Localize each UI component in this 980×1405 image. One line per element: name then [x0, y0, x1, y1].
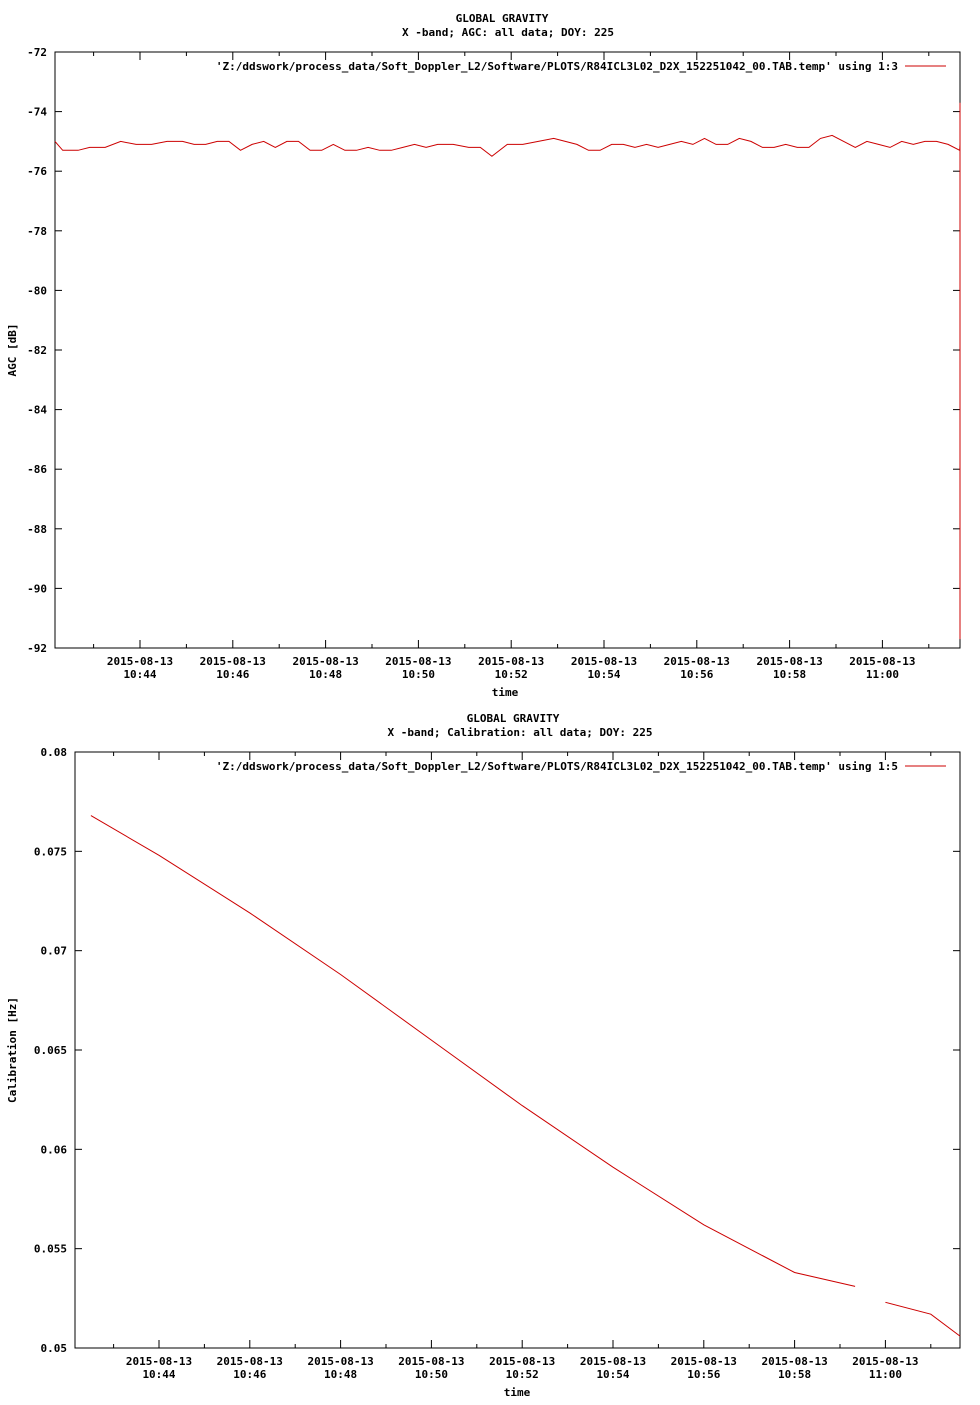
agc-series-line [55, 103, 960, 639]
agc-plot-frame [55, 52, 960, 648]
x-tick-time-label: 10:46 [233, 1368, 267, 1381]
x-tick-time-label: 10:50 [414, 1368, 448, 1381]
x-tick-date-label: 2015-08-13 [852, 1355, 919, 1368]
calibration-chart [6, 712, 960, 1399]
y-tick-label: -90 [27, 582, 47, 596]
calibration-plot-frame [75, 752, 960, 1348]
calibration-y-ticks [34, 746, 960, 1355]
x-tick-date-label: 2015-08-13 [398, 1355, 465, 1368]
agc-y-ticks [27, 46, 960, 655]
y-tick-label: -72 [27, 46, 47, 59]
y-tick-label: -92 [27, 642, 47, 655]
y-tick-label: -76 [27, 165, 47, 179]
x-tick-date-label: 2015-08-13 [579, 1355, 647, 1368]
x-tick-date-label: 2015-08-13 [670, 1355, 737, 1368]
x-tick-date-label: 2015-08-13 [216, 1355, 283, 1368]
calibration-series-segment [91, 816, 855, 1287]
y-tick-label: 0.06 [40, 1143, 67, 1157]
x-tick-time-label: 10:44 [123, 668, 157, 681]
y-tick-label: -82 [27, 344, 47, 357]
agc-x-ticks [94, 52, 929, 681]
y-tick-label: 0.065 [33, 1044, 67, 1057]
agc-y-axis-label: AGC [dB] [6, 323, 19, 377]
calibration-chart-title: GLOBAL GRAVITY [466, 712, 560, 725]
x-tick-date-label: 2015-08-13 [489, 1355, 556, 1368]
x-tick-time-label: 10:56 [680, 668, 714, 681]
y-tick-label: 0.08 [40, 746, 67, 759]
y-tick-label: 0.055 [33, 1242, 67, 1256]
x-tick-time-label: 10:44 [142, 1368, 176, 1381]
y-tick-label: 0.075 [33, 845, 67, 859]
y-tick-label: -84 [27, 403, 47, 417]
calibration-series [91, 816, 960, 1337]
x-tick-date-label: 2015-08-13 [478, 655, 545, 668]
agc-chart [6, 12, 960, 699]
x-tick-time-label: 10:58 [778, 1368, 812, 1381]
x-tick-date-label: 2015-08-13 [106, 655, 174, 668]
calibration-x-ticks [114, 752, 931, 1381]
agc-x-axis-label: time [491, 686, 519, 699]
x-tick-time-label: 10:48 [324, 1368, 358, 1381]
calibration-y-axis-label: Calibration [Hz] [6, 997, 19, 1103]
x-tick-date-label: 2015-08-13 [385, 655, 452, 668]
y-tick-label: -74 [27, 105, 47, 119]
y-tick-label: 0.07 [40, 944, 67, 958]
x-tick-date-label: 2015-08-13 [125, 1355, 193, 1368]
y-tick-label: 0.05 [40, 1342, 67, 1355]
x-tick-time-label: 10:52 [494, 668, 528, 681]
x-tick-time-label: 11:00 [865, 668, 899, 681]
x-tick-time-label: 10:54 [587, 668, 621, 681]
calibration-legend-label: 'Z:/ddswork/process_data/Soft_Doppler_L2/Software/PLOTS/R84ICL3L02_D2X_152251042_00.TAB.temp' using 1:5 [215, 760, 898, 773]
x-tick-date-label: 2015-08-13 [199, 655, 266, 668]
x-tick-time-label: 10:56 [687, 1368, 721, 1381]
calibration-x-axis-label: time [503, 1386, 531, 1399]
x-tick-date-label: 2015-08-13 [756, 655, 823, 668]
x-tick-date-label: 2015-08-13 [663, 655, 730, 668]
y-tick-label: -78 [27, 224, 47, 238]
agc-chart-title: GLOBAL GRAVITY [455, 12, 549, 25]
x-tick-date-label: 2015-08-13 [849, 655, 916, 668]
x-tick-time-label: 10:48 [309, 668, 343, 681]
y-tick-label: -86 [27, 463, 47, 477]
x-tick-date-label: 2015-08-13 [307, 1355, 374, 1368]
x-tick-time-label: 10:58 [773, 668, 807, 681]
calibration-series-segment [885, 1302, 960, 1336]
x-tick-time-label: 11:00 [868, 1368, 902, 1381]
agc-chart-subtitle: X -band; AGC: all data; DOY: 225 [402, 26, 614, 39]
x-tick-date-label: 2015-08-13 [570, 655, 638, 668]
x-tick-date-label: 2015-08-13 [292, 655, 359, 668]
agc-legend-label: 'Z:/ddswork/process_data/Soft_Doppler_L2/Software/PLOTS/R84ICL3L02_D2X_152251042_00.TAB.temp' using 1:3 [215, 60, 898, 73]
x-tick-time-label: 10:50 [401, 668, 435, 681]
y-tick-label: -88 [27, 522, 47, 536]
x-tick-time-label: 10:52 [505, 1368, 539, 1381]
x-tick-time-label: 10:46 [216, 668, 250, 681]
y-tick-label: -80 [27, 284, 47, 298]
x-tick-date-label: 2015-08-13 [761, 1355, 828, 1368]
x-tick-time-label: 10:54 [596, 1368, 630, 1381]
calibration-chart-subtitle: X -band; Calibration: all data; DOY: 225 [387, 726, 653, 739]
